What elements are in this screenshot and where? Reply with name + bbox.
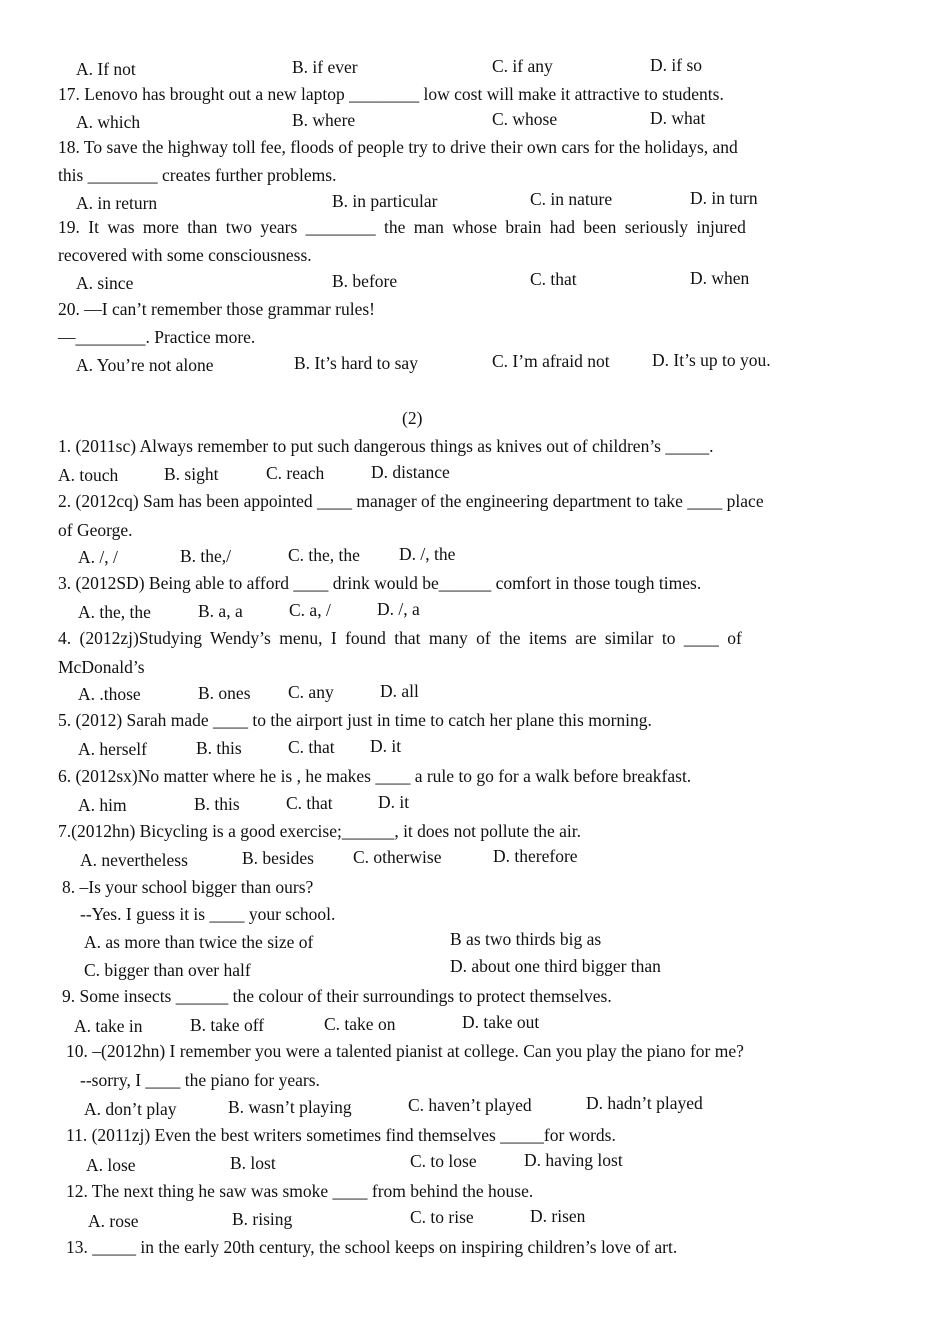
q8-option-c: C. bigger than over half xyxy=(84,960,251,980)
q7-option-b: B. besides xyxy=(242,848,314,868)
q7-stem: 7.(2012hn) Bicycling is a good exercise;______, it does not pollute the air. xyxy=(58,821,581,841)
q4-stem-line1: 4. (2012zj)Studying Wendy’s menu, I found that many of the items are similar to ____ of xyxy=(58,628,742,648)
q6-option-b: B. this xyxy=(194,794,240,814)
q19-option-c: C. that xyxy=(530,269,577,289)
q8-option-d: D. about one third bigger than xyxy=(450,956,661,976)
q6-option-a: A. him xyxy=(78,795,127,815)
q20-stem-line2: —________. Practice more. xyxy=(58,327,256,347)
q11-option-a: A. lose xyxy=(86,1155,136,1175)
q12-option-c: C. to rise xyxy=(410,1207,474,1227)
q2-option-a: A. /, / xyxy=(78,547,118,567)
q2-option-d: D. /, the xyxy=(399,544,456,564)
q2-stem-line2: of George. xyxy=(58,520,133,540)
q10-option-b: B. wasn’t playing xyxy=(228,1097,352,1117)
q10-option-a: A. don’t play xyxy=(84,1099,177,1119)
q12-option-a: A. rose xyxy=(88,1211,139,1231)
q16-option-a: A. If not xyxy=(76,59,136,79)
q17-option-c: C. whose xyxy=(492,109,558,129)
q18-option-d: D. in turn xyxy=(690,188,758,208)
q18-stem-line2: this ________ creates further problems. xyxy=(58,165,337,185)
q7-option-a: A. nevertheless xyxy=(80,850,188,870)
q4-stem-line2: McDonald’s xyxy=(58,657,145,677)
q16-option-d: D. if so xyxy=(650,55,703,75)
q17-stem: 17. Lenovo has brought out a new laptop ________ low cost will make it attractive to students. xyxy=(58,84,724,104)
q13-stem: 13. _____ in the early 20th century, the school keeps on inspiring children’s love of art. xyxy=(66,1237,678,1257)
q20-option-b: B. It’s hard to say xyxy=(294,353,418,373)
q2-option-b: B. the,/ xyxy=(180,546,232,566)
q7-option-c: C. otherwise xyxy=(353,847,442,867)
q9-option-c: C. take on xyxy=(324,1014,396,1034)
q20-stem-line1: 20. —I can’t remember those grammar rules! xyxy=(58,299,375,319)
q7-option-d: D. therefore xyxy=(493,846,578,866)
q3-stem: 3. (2012SD) Being able to afford ____ drink would be______ comfort in those tough times. xyxy=(58,573,702,593)
q19-stem-line1: 19. It was more than two years ________ the man whose brain had been seriously injured xyxy=(58,217,746,237)
q1-stem: 1. (2011sc) Always remember to put such dangerous things as knives out of children’s _____. xyxy=(58,436,714,456)
q3-option-d: D. /, a xyxy=(377,599,420,619)
q4-option-a: A. .those xyxy=(78,684,141,704)
q8-stem-line2: --Yes. I guess it is ____ your school. xyxy=(80,904,336,924)
q2-stem-line1: 2. (2012cq) Sam has been appointed ____ manager of the engineering department to take ____ place xyxy=(58,491,764,511)
q9-option-b: B. take off xyxy=(190,1015,265,1035)
q10-option-c: C. haven’t played xyxy=(408,1095,532,1115)
q19-option-b: B. before xyxy=(332,271,398,291)
q10-stem-line2: --sorry, I ____ the piano for years. xyxy=(80,1070,320,1090)
q9-option-d: D. take out xyxy=(462,1012,540,1032)
q6-option-d: D. it xyxy=(378,792,410,812)
q8-stem-line1: 8. –Is your school bigger than ours? xyxy=(62,877,314,897)
q3-option-c: C. a, / xyxy=(289,600,331,620)
q1-option-d: D. distance xyxy=(371,462,450,482)
q18-option-b: B. in particular xyxy=(332,191,438,211)
q17-option-b: B. where xyxy=(292,110,356,130)
q12-stem: 12. The next thing he saw was smoke ____ from behind the house. xyxy=(66,1181,534,1201)
q4-option-b: B. ones xyxy=(198,683,251,703)
q11-option-d: D. having lost xyxy=(524,1150,623,1170)
q18-option-c: C. in nature xyxy=(530,189,613,209)
q19-option-a: A. since xyxy=(76,273,134,293)
q16-option-c: C. if any xyxy=(492,56,553,76)
q5-option-b: B. this xyxy=(196,738,242,758)
q4-option-c: C. any xyxy=(288,682,334,702)
q10-option-d: D. hadn’t played xyxy=(586,1093,703,1113)
q5-stem: 5. (2012) Sarah made ____ to the airport just in time to catch her plane this morning. xyxy=(58,710,652,730)
q3-option-b: B. a, a xyxy=(198,601,243,621)
q11-stem: 11. (2011zj) Even the best writers sometimes find themselves _____for words. xyxy=(66,1125,616,1145)
q12-option-d: D. risen xyxy=(530,1206,586,1226)
q1-option-c: C. reach xyxy=(266,463,325,483)
q8-option-a: A. as more than twice the size of xyxy=(84,932,314,952)
q18-stem-line1: 18. To save the highway toll fee, floods of people try to drive their own cars for the holidays, and xyxy=(58,137,738,157)
section-heading: (2) xyxy=(402,408,423,428)
q19-option-d: D. when xyxy=(690,268,750,288)
q16-option-b: B. if ever xyxy=(292,57,358,77)
q3-option-a: A. the, the xyxy=(78,602,151,622)
q20-option-a: A. You’re not alone xyxy=(76,355,214,375)
q17-option-a: A. which xyxy=(76,112,141,132)
q6-stem: 6. (2012sx)No matter where he is , he makes ____ a rule to go for a walk before breakfast. xyxy=(58,766,692,786)
q17-option-d: D. what xyxy=(650,108,706,128)
q5-option-d: D. it xyxy=(370,736,402,756)
q9-stem: 9. Some insects ______ the colour of their surroundings to protect themselves. xyxy=(62,986,612,1006)
q6-option-c: C. that xyxy=(286,793,333,813)
q1-option-b: B. sight xyxy=(164,464,219,484)
q18-option-a: A. in return xyxy=(76,193,158,213)
q19-stem-line2: recovered with some consciousness. xyxy=(58,245,312,265)
q8-option-b: B as two thirds big as xyxy=(450,929,602,949)
q20-option-c: C. I’m afraid not xyxy=(492,351,610,371)
q12-option-b: B. rising xyxy=(232,1209,293,1229)
q5-option-c: C. that xyxy=(288,737,335,757)
q10-stem-line1: 10. –(2012hn) I remember you were a talented pianist at college. Can you play the piano for me? xyxy=(66,1041,744,1061)
q20-option-d: D. It’s up to you. xyxy=(652,350,771,370)
q2-option-c: C. the, the xyxy=(288,545,360,565)
q5-option-a: A. herself xyxy=(78,739,148,759)
q4-option-d: D. all xyxy=(380,681,419,701)
q9-option-a: A. take in xyxy=(74,1016,143,1036)
q1-option-a: A. touch xyxy=(58,465,119,485)
q11-option-b: B. lost xyxy=(230,1153,276,1173)
q11-option-c: C. to lose xyxy=(410,1151,477,1171)
